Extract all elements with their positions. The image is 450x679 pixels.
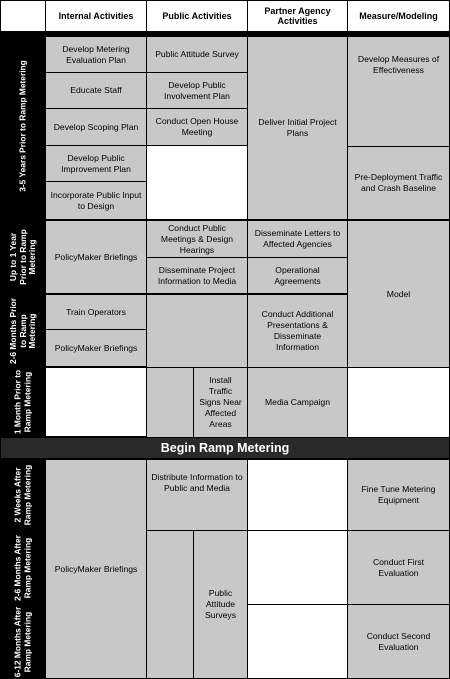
partner-2-6-months-after-empty bbox=[247, 530, 348, 605]
conduct-additional-presentations: Conduct Additional Presentations & Disseminate Information bbox=[247, 294, 348, 368]
partner-6-12-months-after-empty bbox=[247, 604, 348, 679]
internal-1-month-prior-empty bbox=[45, 367, 147, 437]
develop-public-improvement-plan: Develop Public Improvement Plan bbox=[45, 145, 147, 182]
public-attitude-survey: Public Attitude Survey bbox=[146, 36, 248, 73]
install-traffic-signs-near-affected-areas: Install Traffic Signs Near Affected Areas bbox=[193, 367, 248, 438]
fine-tune-metering-equipment: Fine Tune Metering Equipment bbox=[347, 459, 450, 531]
incorporate-public-input-to-design: Incorporate Public Input to Design bbox=[45, 181, 147, 220]
public-3-5-years-empty bbox=[146, 145, 248, 220]
period-label-2-6-months-prior: 2-6 Months Prior to Ramp Metering bbox=[0, 294, 45, 367]
train-operators: Train Operators bbox=[45, 294, 147, 330]
public-1-month-prior-left bbox=[146, 367, 194, 438]
period-label-3-5-years-prior: 3-5 Years Prior to Ramp Metering bbox=[0, 32, 45, 219]
distribute-information-to-public-and-media: Distribute Information to Public and Media bbox=[146, 459, 248, 531]
conduct-open-house-meeting: Conduct Open House Meeting bbox=[146, 108, 248, 146]
period-label-1-month-prior: 1 Month Prior to Ramp Metering bbox=[0, 368, 45, 436]
model: Model bbox=[347, 220, 450, 368]
conduct-first-evaluation: Conduct First Evaluation bbox=[347, 530, 450, 605]
begin-ramp-metering-banner: Begin Ramp Metering bbox=[0, 437, 450, 459]
policymaker-briefings-up-to-1-year: PolicyMaker Briefings bbox=[45, 220, 147, 294]
public-2-6-months-prior-block bbox=[146, 294, 248, 368]
partner-2-weeks-after-empty bbox=[247, 459, 348, 531]
conduct-public-meetings-design-hearings: Conduct Public Meetings & Design Hearings bbox=[146, 220, 248, 258]
column-header-partner-agency-activities: Partner Agency Activities bbox=[247, 0, 348, 32]
disseminate-project-information-to-media: Disseminate Project Information to Media bbox=[146, 257, 248, 294]
develop-metering-evaluation-plan: Develop Metering Evaluation Plan bbox=[45, 36, 147, 73]
column-header-public-activities: Public Activities bbox=[146, 0, 248, 32]
period-label-2-weeks-after: 2 Weeks After Ramp Metering bbox=[0, 459, 45, 531]
media-campaign: Media Campaign bbox=[247, 367, 348, 438]
develop-scoping-plan: Develop Scoping Plan bbox=[45, 108, 147, 146]
header-corner bbox=[0, 0, 46, 32]
public-after-left-block bbox=[146, 530, 194, 679]
operational-agreements: Operational Agreements bbox=[247, 257, 348, 294]
conduct-second-evaluation: Conduct Second Evaluation bbox=[347, 604, 450, 679]
period-label-2-6-months-after: 2-6 Months After Ramp Metering bbox=[0, 532, 45, 604]
develop-measures-of-effectiveness: Develop Measures of Effectiveness bbox=[347, 36, 450, 147]
period-label-up-to-1-year-prior: Up to 1 Year Prior to Ramp Metering bbox=[0, 220, 45, 293]
deliver-initial-project-plans: Deliver Initial Project Plans bbox=[247, 36, 348, 220]
period-label-6-12-months-after: 6-12 Months After Ramp Metering bbox=[0, 605, 45, 679]
disseminate-letters-to-affected-agencies: Disseminate Letters to Affected Agencies bbox=[247, 220, 348, 258]
policymaker-briefings-2-6-months-prior: PolicyMaker Briefings bbox=[45, 329, 147, 367]
measure-1-month-prior-empty bbox=[347, 367, 450, 438]
policymaker-briefings-after: PolicyMaker Briefings bbox=[45, 459, 147, 679]
develop-public-involvement-plan: Develop Public Involvement Plan bbox=[146, 72, 248, 109]
public-attitude-surveys: Public Attitude Surveys bbox=[193, 530, 248, 679]
column-header-measure-modeling: Measure/Modeling bbox=[347, 0, 450, 32]
pre-deployment-traffic-and-crash-baseline: Pre-Deployment Traffic and Crash Baseline bbox=[347, 146, 450, 220]
educate-staff: Educate Staff bbox=[45, 72, 147, 109]
column-header-internal-activities: Internal Activities bbox=[45, 0, 147, 32]
